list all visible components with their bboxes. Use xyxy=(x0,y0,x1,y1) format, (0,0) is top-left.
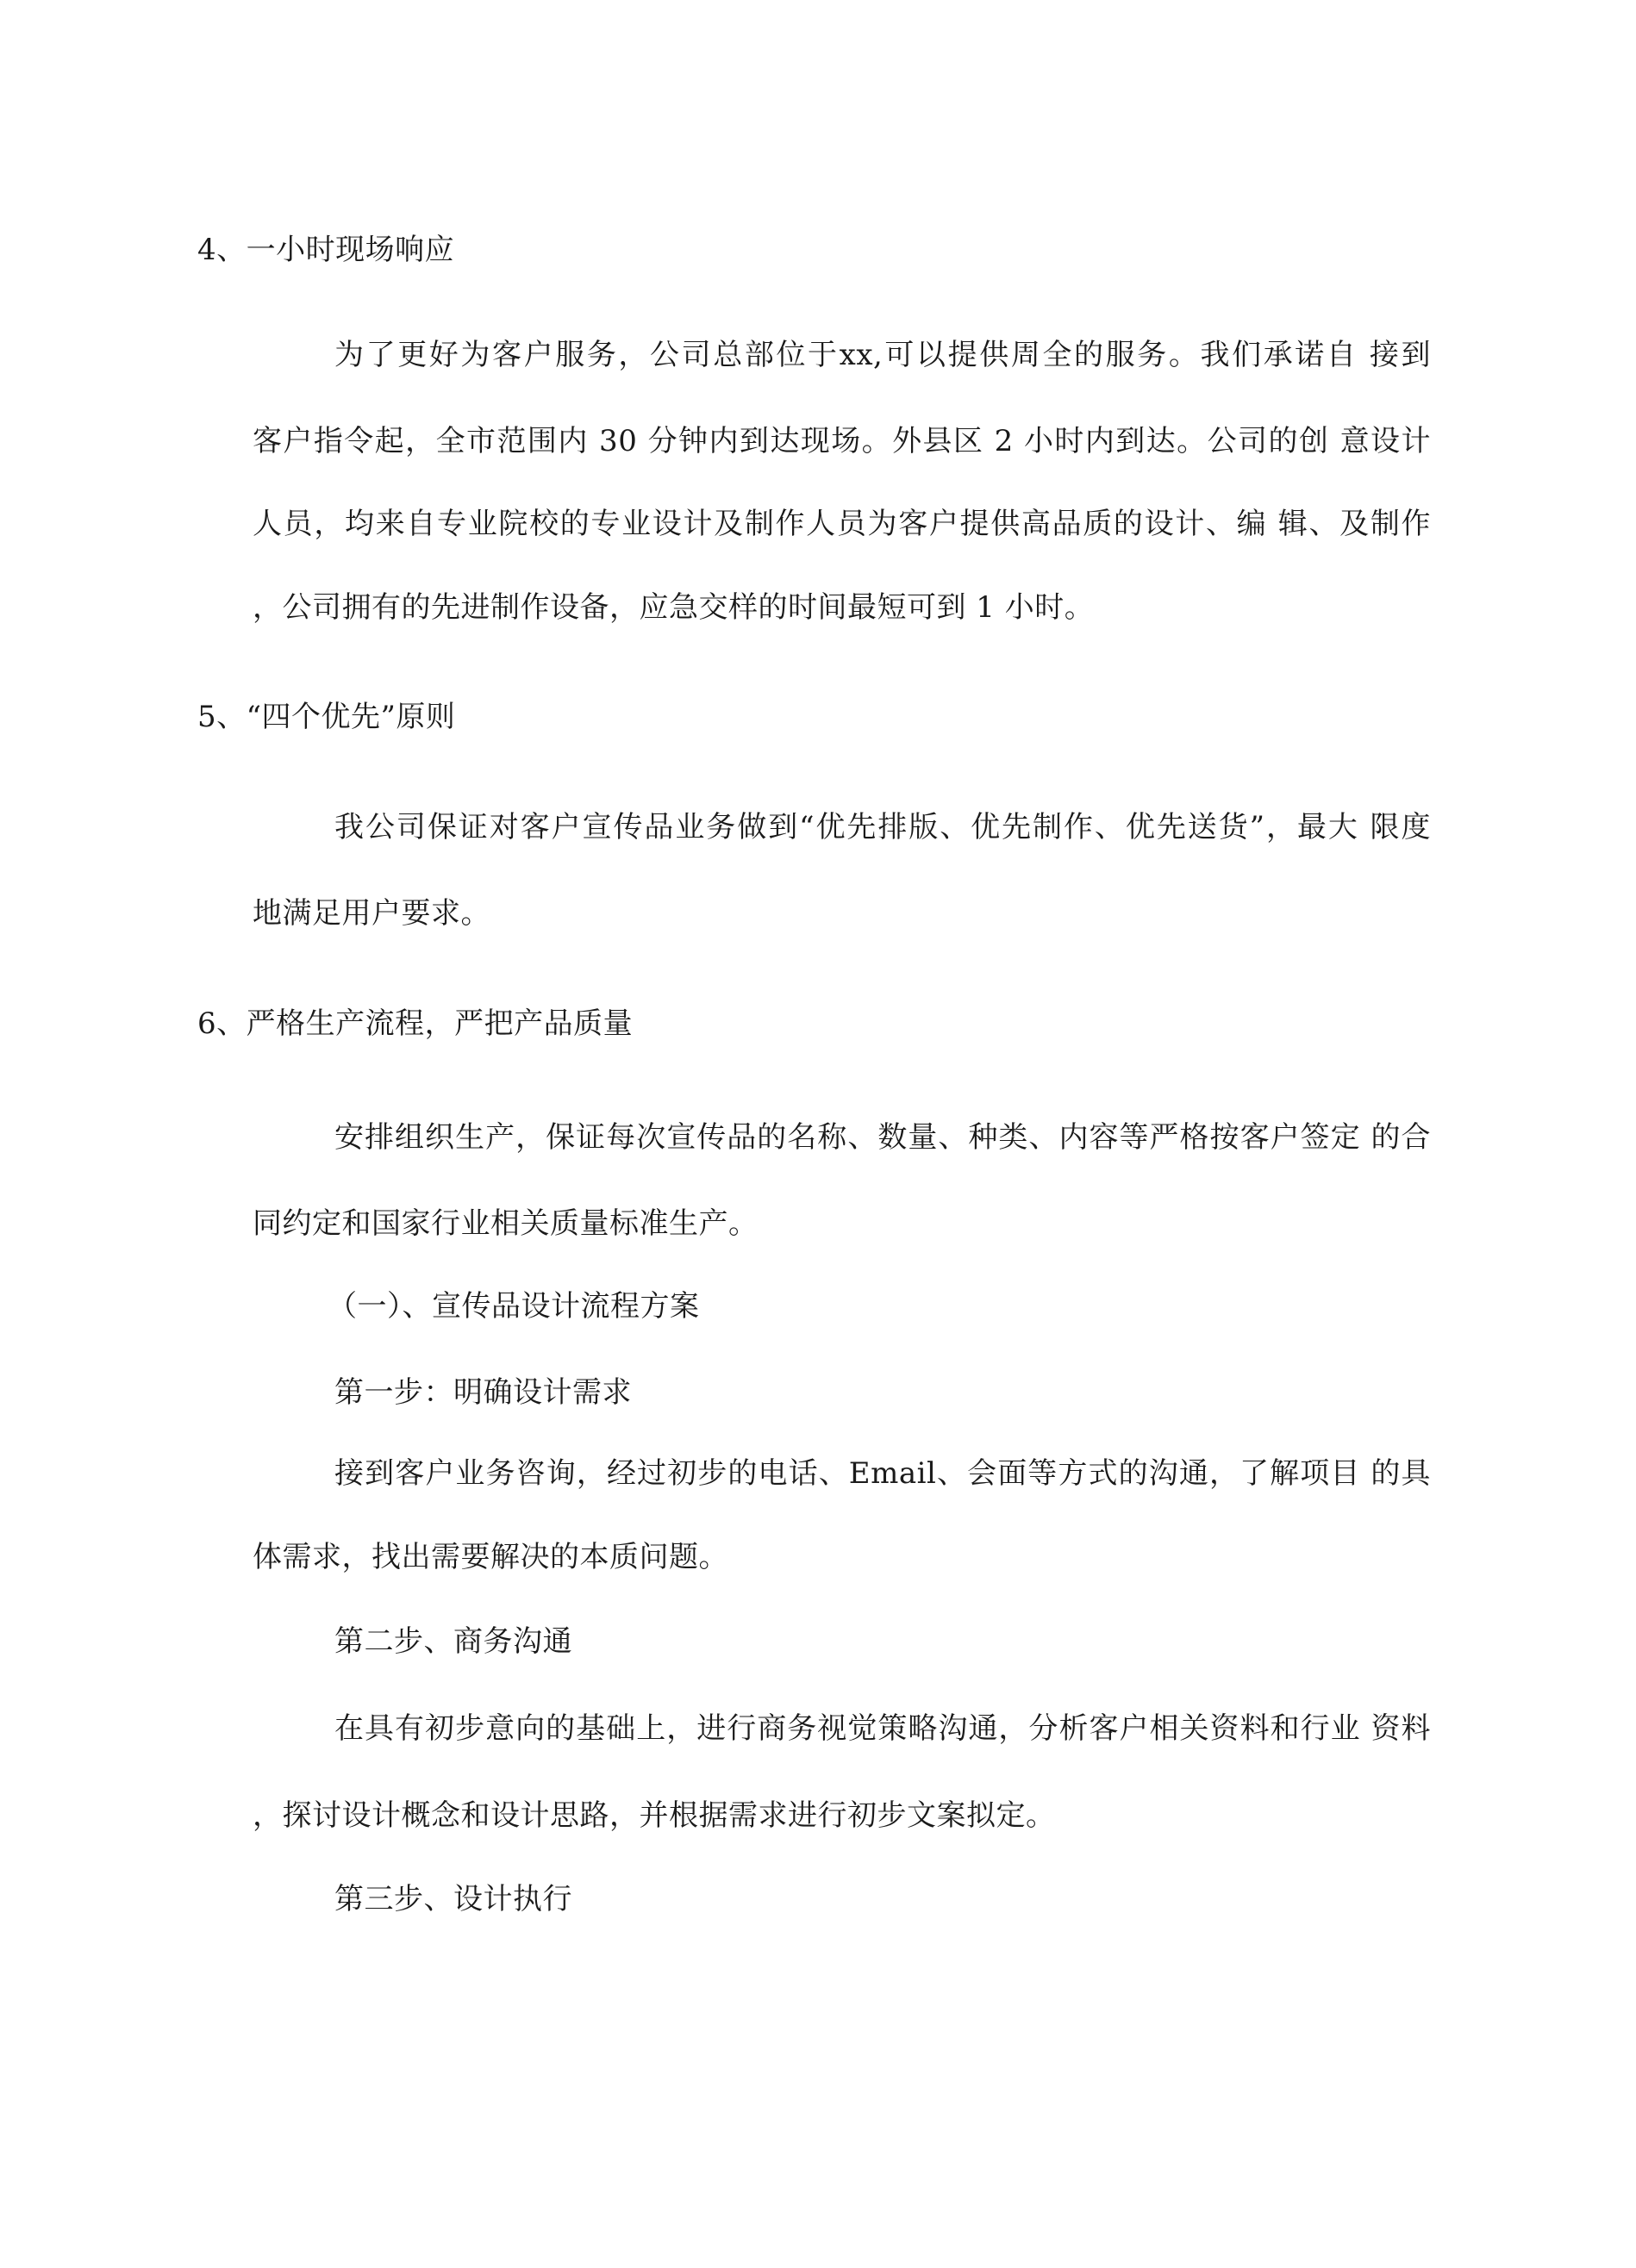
paragraph-line: 安排组织生产，保证每次宣传品的名称、数量、种类、内容等严格按客户签定 的合 xyxy=(334,1120,1431,1155)
step-title-1: 第一步：明确设计需求 xyxy=(334,1375,632,1410)
paragraph-line: 接到客户业务咨询，经过初步的电话、Email、会面等方式的沟通，了解项目 的具 xyxy=(334,1456,1431,1491)
paragraph-line: 在具有初步意向的基础上，进行商务视觉策略沟通，分析客户相关资料和行业 资料 xyxy=(334,1711,1431,1746)
paragraph-line: 地满足用户要求。 xyxy=(253,896,490,931)
paragraph-line: ，探讨设计概念和设计思路，并根据需求进行初步文案拟定。 xyxy=(253,1798,1056,1833)
paragraph-line: ，公司拥有的先进制作设备，应急交样的时间最短可到 1 小时。 xyxy=(253,590,1095,625)
paragraph-line: 人员，均来自专业院校的专业设计及制作人员为客户提供高品质的设计、编 辑、及制作 xyxy=(253,507,1431,541)
subsection-title: （一）、宣传品设计流程方案 xyxy=(328,1289,700,1324)
paragraph-line: 体需求，找出需要解决的本质问题。 xyxy=(253,1540,728,1574)
paragraph-line: 客户指令起，全市范围内 30 分钟内到达现场。外县区 2 小时内到达。公司的创 意设计 xyxy=(253,424,1431,458)
section-heading-6: 6、严格生产流程，严把产品质量 xyxy=(197,1006,634,1041)
paragraph-line: 为了更好为客户服务，公司总部位于xx,可以提供周全的服务。我们承诺自 接到 xyxy=(334,338,1431,372)
step-title-2: 第二步、商务沟通 xyxy=(334,1624,572,1659)
paragraph-line: 同约定和国家行业相关质量标准生产。 xyxy=(253,1206,759,1241)
paragraph-line: 我公司保证对客户宣传品业务做到“优先排版、优先制作、优先送货”，最大 限度 xyxy=(334,810,1431,844)
step-title-3: 第三步、设计执行 xyxy=(334,1882,572,1916)
section-heading-5: 5、“四个优先”原则 xyxy=(197,700,456,734)
section-heading-4: 4、一小时现场响应 xyxy=(197,233,455,267)
